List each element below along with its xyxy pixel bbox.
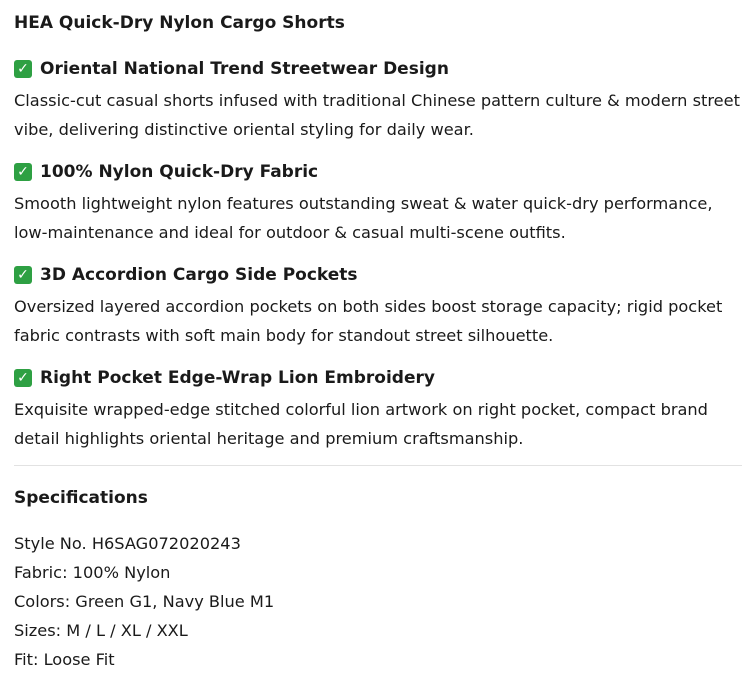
feature-description: Exquisite wrapped-edge stitched colorful lion artwork on right pocket, compact brand detail highlights oriental heritage and premium craftsmanship. <box>14 400 708 448</box>
feature-description: Oversized layered accordion pockets on both sides boost storage capacity; rigid pocket fabric contrasts with soft main body for standout street silhouette. <box>14 297 723 345</box>
feature-heading-text: 100% Nylon Quick-Dry Fabric <box>40 162 319 182</box>
feature-block <box>14 160 742 247</box>
check-mark-icon: ✓ <box>14 369 32 387</box>
check-mark-icon: ✓ <box>14 163 32 181</box>
section-divider <box>14 465 742 466</box>
feature-description: Classic-cut casual shorts infused with traditional Chinese pattern culture & modern street vibe, delivering distinctive oriental styling for daily wear. <box>14 91 740 139</box>
specifications-list <box>14 529 274 674</box>
feature-heading-text: Oriental National Trend Streetwear Design <box>40 59 449 79</box>
feature-description: Smooth lightweight nylon features outstanding sweat & water quick-dry performance, low-maintenance and ideal for outdoor & casual multi-scene outfits. <box>14 194 713 242</box>
spec-fit: Fit: Loose Fit <box>14 650 115 669</box>
spec-style-number: Style No. H6SAG072020243 <box>14 534 241 553</box>
feature-heading <box>14 263 742 287</box>
feature-heading <box>14 160 742 184</box>
feature-heading-text: Right Pocket Edge-Wrap Lion Embroidery <box>40 368 435 388</box>
feature-block <box>14 263 742 350</box>
feature-block <box>14 57 742 144</box>
specifications-heading: Specifications <box>14 488 148 508</box>
check-mark-icon: ✓ <box>14 266 32 284</box>
feature-heading <box>14 57 742 81</box>
feature-block <box>14 366 742 453</box>
feature-heading-text: 3D Accordion Cargo Side Pockets <box>40 265 358 285</box>
spec-sizes: Sizes: M / L / XL / XXL <box>14 621 188 640</box>
spec-colors: Colors: Green G1, Navy Blue M1 <box>14 592 275 611</box>
product-title: HEA Quick-Dry Nylon Cargo Shorts <box>14 13 345 33</box>
feature-heading <box>14 366 742 390</box>
check-mark-icon: ✓ <box>14 60 32 78</box>
spec-fabric: Fabric: 100% Nylon <box>14 563 171 582</box>
